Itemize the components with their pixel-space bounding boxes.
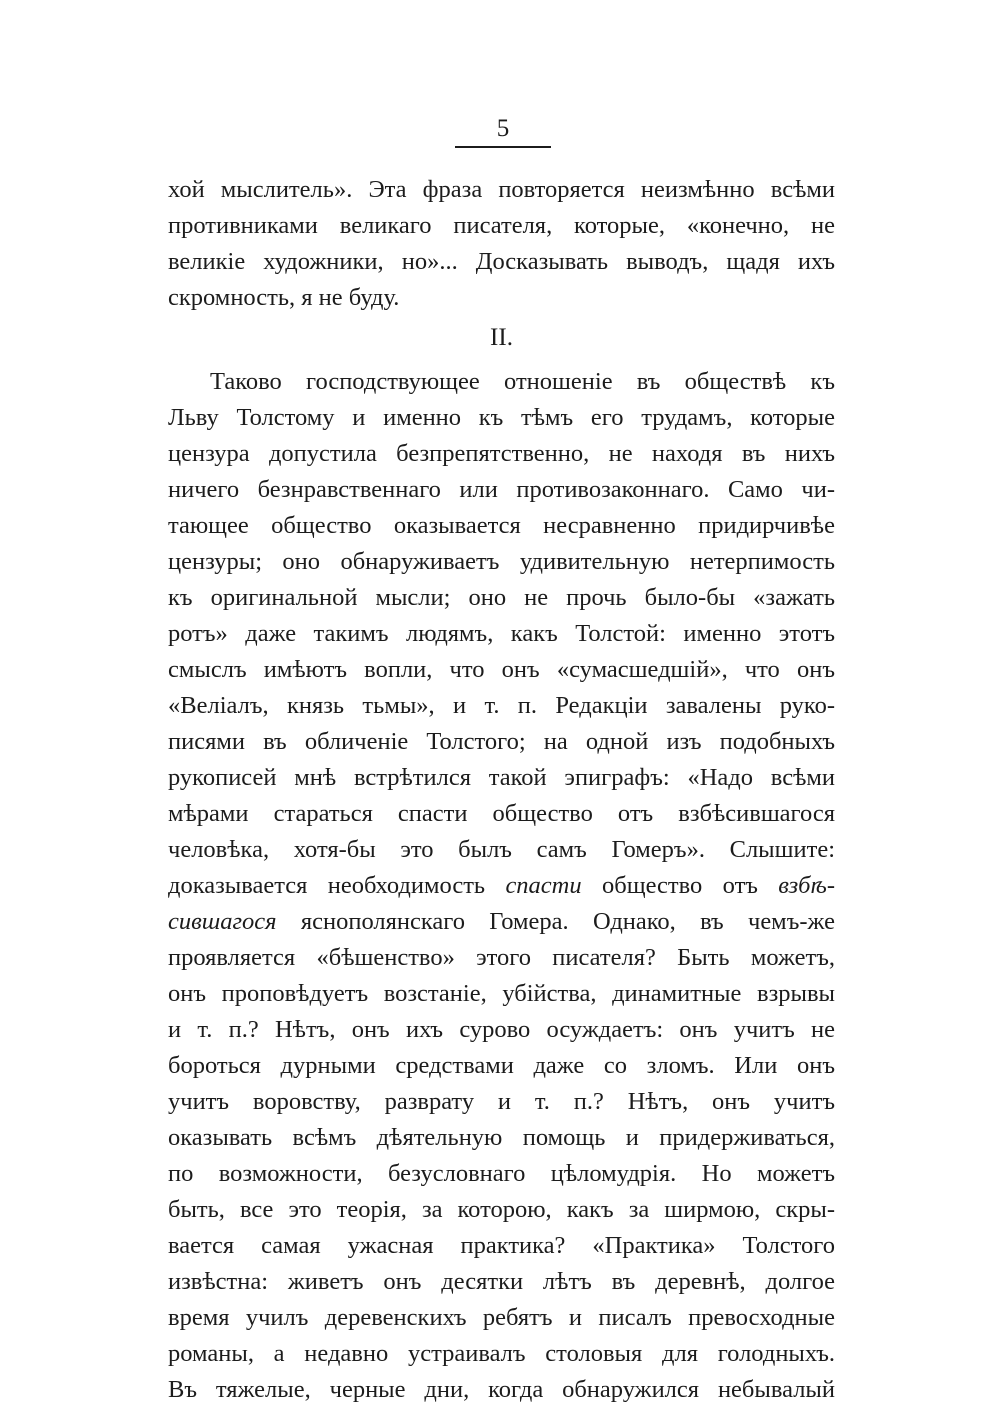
page-number-rule [455,146,551,148]
text-line: хой мыслитель». Эта фраза повторяется неизмѣнно всѣми [168,176,835,203]
text-span: яснополянскаго Гомера. Однако, въ чемъ-же [276,908,835,935]
italic-span: спасти [505,872,582,899]
text-line-with-italics [168,868,835,904]
text-line: Льву Толстому и именно къ тѣмъ его трудамъ, которые [168,404,835,431]
text-line: проявляется «бѣшенство» этого писателя? Быть можетъ, [168,944,835,971]
text-line: романы, а недавно устраивалъ столовыя для голодныхъ. [168,1340,835,1367]
text-line: къ оригинальной мысли; оно не прочь было-бы «зажать [168,584,835,611]
text-line: скромность, я не буду. [168,284,400,311]
page-number: 5 [496,115,510,142]
text-line: «Веліалъ, князь тьмы», и т. п. Редакціи завалены руко- [168,692,835,719]
text-line: по возможности, безусловнаго цѣломудрія. Но можетъ [168,1160,835,1187]
text-line: великіе художники, но»... Досказывать выводъ, щадя ихъ [168,248,835,275]
text-line: писями въ обличеніе Толстого; на одной изъ подобныхъ [168,728,835,755]
text-line: быть, все это теорія, за которою, какъ за ширмою, скры- [168,1196,835,1223]
italic-span: сившагося [168,908,277,935]
text-line: вается самая ужасная практика? «Практика» Толстого [168,1232,835,1259]
text-line: тающее общество оказывается несравненно придирчивѣе [168,512,835,539]
text-line: извѣстна: живетъ онъ десятки лѣтъ въ деревнѣ, долгое [168,1268,835,1295]
text-line: и т. п.? Нѣтъ, онъ ихъ сурово осуждаетъ: онъ учитъ не [168,1016,835,1043]
text-line: человѣка, хотя-бы это былъ самъ Гомеръ». Слышите: [168,836,835,863]
text-line: Таково господствующее отношеніе въ обществѣ къ [210,368,835,395]
text-line: ротъ» даже такимъ людямъ, какъ Толстой: именно этотъ [168,620,835,647]
text-line: оказывать всѣмъ дѣятельную помощь и придерживаться, [168,1124,835,1151]
text-span: доказывается необходимость [168,872,506,899]
text-line: рукописей мнѣ встрѣтился такой эпиграфъ: «Надо всѣми [168,764,835,791]
text-line: Въ тяжелые, черные дни, когда обнаружился небывалый [168,1376,835,1403]
text-line: цензура допустила безпрепятственно, не находя въ нихъ [168,440,835,467]
text-line: время училъ деревенскихъ ребятъ и писалъ превосходные [168,1304,835,1331]
section-heading: II. [490,324,513,351]
text-line: противниками великаго писателя, которые, «конечно, не [168,212,835,239]
text-line: онъ проповѣдуетъ возстаніе, убійства, динамитные взрывы [168,980,835,1007]
text-line: мѣрами стараться спасти общество отъ взбѣсившагося [168,800,835,827]
text-line: учитъ воровству, разврату и т. п.? Нѣтъ, онъ учитъ [168,1088,835,1115]
text-line: цензуры; оно обнаруживаетъ удивительную нетерпимость [168,548,835,575]
italic-span: взбѣ- [778,872,835,899]
text-line: смыслъ имѣютъ вопли, что онъ «сумасшедшій», что онъ [168,656,835,683]
text-line: бороться дурными средствами даже со зломъ. Или онъ [168,1052,835,1079]
text-span: общество отъ [581,872,779,899]
text-line-with-italics [168,904,835,940]
text-line: ничего безнравственнаго или противозаконнаго. Само чи- [168,476,835,503]
